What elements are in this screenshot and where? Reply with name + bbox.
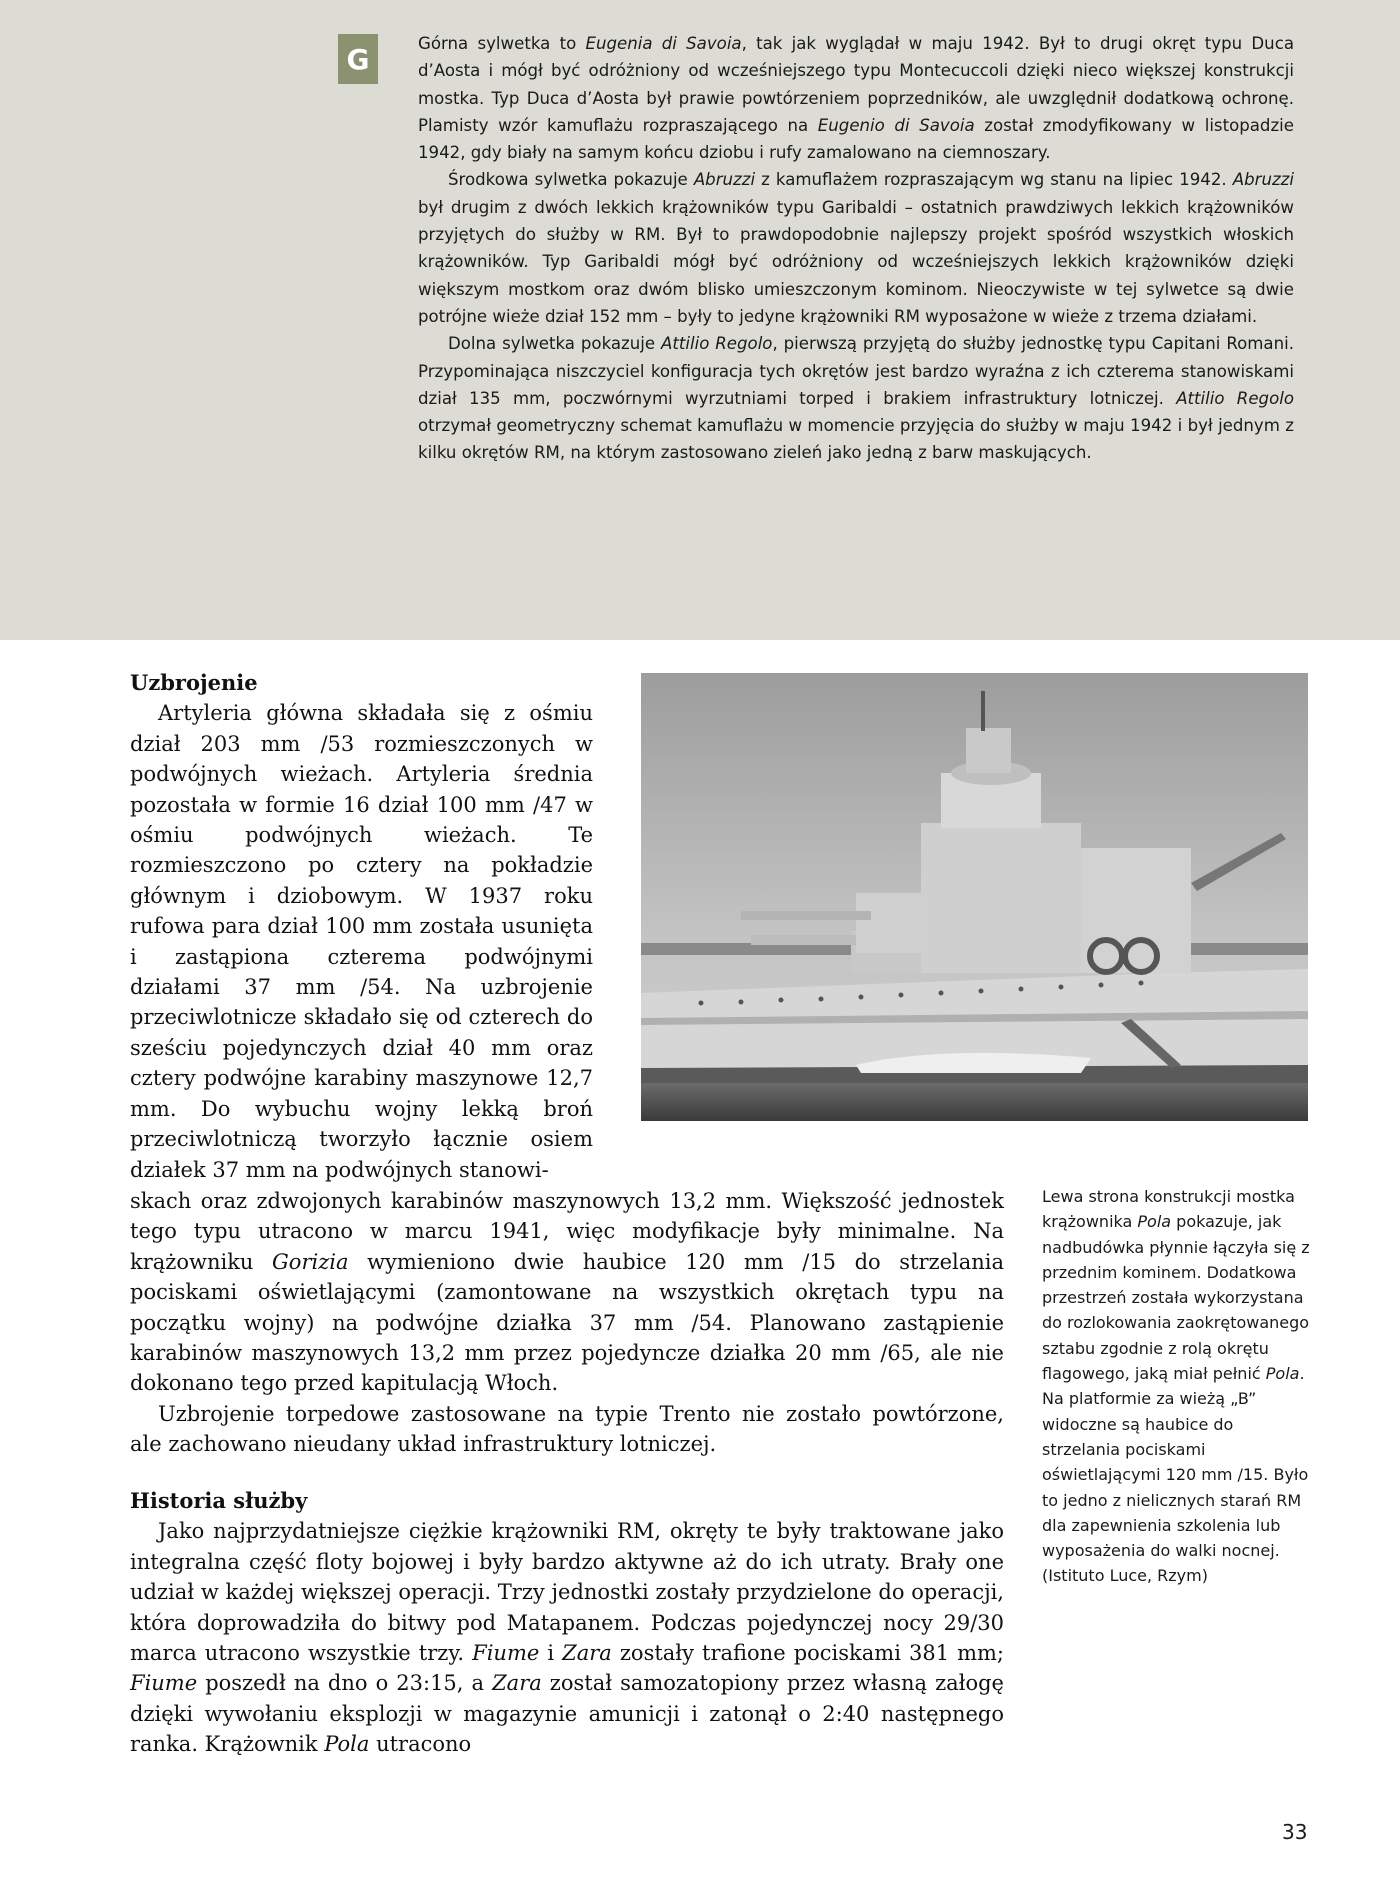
armament-paragraph-2: Uzbrojenie torpedowe zastosowane na typie Trento nie zostało powtórzone, ale zachowano nieudany układ infrastruktury lotniczej. [130,1401,1004,1457]
armament-heading: Uzbrojenie [130,670,258,695]
armament-full-column [130,1186,1004,1460]
history-heading: Historia służby [130,1488,308,1513]
history-column [130,1486,1004,1760]
silhouette-caption [418,30,1294,467]
caption-paragraph-2: Środkowa sylwetka pokazuje Abruzzi z kamuflażem rozpraszającym wg stanu na lipiec 1942. Abruzzi był drugim z dwóch lekkich krążowników typu Garibaldi – ostatnich prawdziwych lekkich krążowników przyjętych do służby w RM. Był to prawdopodobnie najlepszy projekt spośród wszystkich włoskich krążowników. Typ Garibaldi mógł być odróżniony od wcześniejszych lekkich krążowników dzięki większym mostkom oraz dwóm blisko umieszczonym kominom. Nieoczywiste w tej sylwetce są dwie potrójne wieże dział 152 mm – były to jedyne krążowniki RM wyposażone w wieże z trzema działami. [418,170,1294,326]
armament-left-column [130,668,593,1185]
caption-paragraph-1: Górna sylwetka to Eugenia di Savoia, tak jak wyglądał w maju 1942. Był to drugi okręt typu Duca d’Aosta i mógł być odróżniony od wcześniejszego typu Montecuccoli dzięki nieco większej konstrukcji mostka. Typ Duca d’Aosta był prawie powtórzeniem poprzedników, ale uwzględnił dodatkową ochronę. Plamisty wzór kamuflażu rozpraszającego na Eugenio di Savoia został zmodyfikowany w listopadzie 1942, gdy biały na samym końcu dziobu i rufy zamalowano na ciemnoszary. [418,34,1294,163]
history-paragraph-1: Jako najprzydatniejsze ciężkie krążowniki RM, okręty te były traktowane jako integralna część floty bojowej i były bardzo aktywne aż do ich utraty. Brały one udział w każdej większej operacji. Trzy jednostki zostały przydzielone do operacji, która doprowadziła do bitwy pod Matapanem. Podczas pojedynczej nocy 29/30 marca utracono wszystkie trzy. Fiume i Zara zostały trafione pociskami 381 mm; Fiume poszedł na dno o 23:15, a Zara został samozatopiony przez własną załogę dzięki wywołaniu eksplozji w magazynie amunicji i zatonął o 2:40 następnego ranka. Krążownik Pola utracono [130,1519,1005,1757]
page-number: 33 [1282,1820,1308,1844]
sidebar-info-panel [0,0,1400,640]
cruiser-photo [641,673,1308,1121]
section-badge: G [338,34,378,84]
caption-paragraph-3: Dolna sylwetka pokazuje Attilio Regolo, pierwszą przyjętą do służby jednostkę typu Capitani Romani. Przypominająca niszczyciel konfiguracja tych okrętów jest bardzo wyraźna z ich czterema stanowiskami dział 135 mm, poczwórnymi wyrzutniami torped i brakiem infrastruktury lotniczej. Attilio Regolo otrzymał geometryczny schemat kamuflażu w momencie przyjęcia do służby w maju 1942 i był jednym z kilku okrętów RM, na którym zastosowano zieleń jako jedną z barw maskujących. [418,334,1294,463]
photo-caption: Lewa strona konstrukcji mostka krążownika Pola pokazuje, jak nadbudówka płynnie łączyła się z przednim kominem. Dodatkowa przestrzeń została wykorzystana do rozlokowania zaokrętowanego sztabu zgodnie z rolą okrętu flagowego, jaką miał pełnić Pola. Na platformie za wieżą „B” widoczne są haubice do strzelania pociskami oświetlającymi 120 mm /15. Było to jedno z nielicznych starań RM dla zapewnienia szkolenia lub wyposażenia do walki nocnej. (Istituto Luce, Rzym) [1042,1187,1310,1586]
armament-paragraph-1-end: skach oraz zdwojonych karabinów maszynowych 13,2 mm. Większość jednostek tego typu utracono w marcu 1941, więc modyfikacje były minimalne. Na krążowniku Gorizia wymieniono dwie haubice 120 mm /15 do strzelania pociskami oświetlającymi (zamontowane na wszystkich okrętach typu na początku wojny) na podwójne działka 37 mm /54. Planowano zastąpienie karabinów maszynowych 13,2 mm przez pojedyncze działka 20 mm /65, ale nie dokonano tego przed kapitulacją Włoch. [130,1189,1004,1396]
armament-paragraph-1-start: Artyleria główna składała się z ośmiu dział 203 mm /53 rozmieszczonych w podwójnych wieżach. Artyleria średnia pozostała w formie 16 dział 100 mm /47 w ośmiu podwójnych wieżach. Te rozmieszczono po cztery na pokładzie głównym i dziobowym. W 1937 roku rufowa para dział 100 mm została usunięta i zastąpiona czterema podwójnymi działami 37 mm /54. Na uzbrojenie przeciwlotnicze składało się od czterech do sześciu pojedynczych dział 40 mm oraz cztery podwójne karabiny maszynowe 12,7 mm. Do wybuchu wojny lekką broń przeciwlotniczą tworzyło łącznie osiem działek 37 mm na podwójnych stanowi- [130,701,593,1182]
